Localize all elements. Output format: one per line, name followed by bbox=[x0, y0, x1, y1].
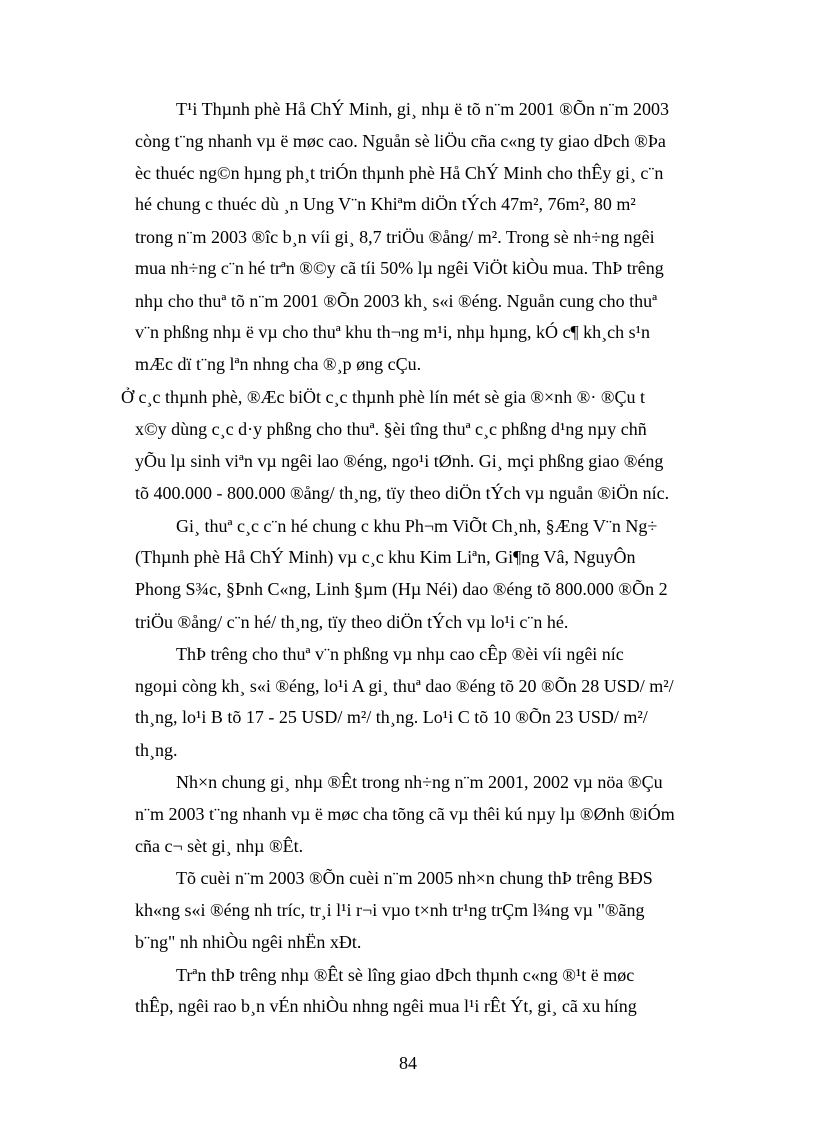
paragraph-line: còng t¨ng nhanh vµ ë møc cao. Nguån sè liÖu cña c«ng ty giao dÞch ®Þa bbox=[135, 131, 666, 151]
paragraph-line: Ở c¸c thµnh phè, ®Æc biÖt c¸c thµnh phè lín mét sè gia ®×nh ®· ®Çu t bbox=[121, 387, 645, 407]
paragraph-line: th¸ng, lo¹i B tõ 17 - 25 USD/ m²/ th¸ng. Lo¹i C tõ 10 ®Õn 23 USD/ m²/ bbox=[135, 707, 648, 727]
paragraph-line: èc thuéc ng©n hµng ph¸t triÓn thµnh phè Hå ChÝ Minh cho thÊy gi¸ c¨n bbox=[135, 163, 664, 183]
paragraph-line: thÊp, ngêi rao b¸n vÉn nhiÒu nhng ngêi mua l¹i rÊt Ýt, gi¸ cã xu híng bbox=[135, 996, 637, 1016]
paragraph-line: mua nh÷ng c¨n hé trªn ®©y cã tíi 50% lµ ngêi ViÖt kiÒu mua. ThÞ trêng bbox=[135, 258, 664, 278]
paragraph-line: trong n¨m 2003 ®îc b¸n víi gi¸ 8,7 triÖu ®ång/ m². Trong sè nh÷ng ngêi bbox=[135, 227, 655, 247]
paragraph-line: Nh×n chung gi¸ nhµ ®Êt trong nh÷ng n¨m 2001, 2002 vµ nöa ®Çu bbox=[176, 772, 663, 792]
paragraph-line: Gi¸ thuª c¸c c¨n hé chung c khu Ph¬m ViÕt Ch¸nh, §Æng V¨n Ng÷ bbox=[176, 516, 658, 536]
paragraph-line: kh«ng s«i ®éng nh tríc, tr¸i l¹i r¬i vµo t×nh tr¹ng trÇm l¾ng vµ "®ãng bbox=[135, 900, 645, 920]
paragraph-line: v¨n phßng nhµ ë vµ cho thuª khu th¬ng m¹i, nhµ hµng, kÓ c¶ kh¸ch s¹n bbox=[135, 322, 651, 342]
paragraph-line: ngoµi còng kh¸ s«i ®éng, lo¹i A gi¸ thuª dao ®éng tõ 20 ®Õn 28 USD/ m²/ bbox=[135, 676, 674, 696]
paragraph-line: ThÞ trêng cho thuª v¨n phßng vµ nhµ cao cÊp ®èi víi ngêi níc bbox=[176, 644, 624, 664]
paragraph-line: triÖu ®ång/ c¨n hé/ th¸ng, tïy theo diÖn tÝch vµ lo¹i c¨n hé. bbox=[135, 612, 569, 632]
paragraph-line: T¹i Thµnh phè Hå ChÝ Minh, gi¸ nhµ ë tõ n¨m 2001 ®Õn n¨m 2003 bbox=[176, 99, 669, 119]
paragraph-line: mÆc dï t¨ng lªn nhng cha ®¸p øng cÇu. bbox=[135, 354, 422, 374]
paragraph-line: b¨ng" nh nhiÒu ngêi nhËn xÐt. bbox=[135, 932, 362, 952]
page-number: 84 bbox=[399, 1053, 417, 1073]
paragraph-line: cña c¬ sèt gi¸ nhµ ®Êt. bbox=[135, 836, 304, 856]
paragraph-line: (Thµnh phè Hå ChÝ Minh) vµ c¸c khu Kim Liªn, Gi¶ng Vâ, NguyÔn bbox=[135, 547, 636, 567]
paragraph-line: th¸ng. bbox=[135, 740, 178, 760]
paragraph-line: hé chung c thuéc dù ¸n Ung V¨n Khiªm diÖn tÝch 47m², 76m², 80 m² bbox=[135, 194, 636, 214]
paragraph-line: nhµ cho thuª tõ n¨m 2001 ®Õn 2003 kh¸ s«i ®éng. Nguån cung cho thuª bbox=[135, 291, 658, 311]
paragraph-line: tõ 400.000 - 800.000 ®ång/ th¸ng, tïy theo diÖn tÝch vµ nguån ®iÖn níc. bbox=[135, 483, 670, 503]
paragraph-line: x©y dùng c¸c d·y phßng cho thuª. §èi tîng thuª c¸c phßng d¹ng nµy chñ bbox=[135, 419, 647, 439]
paragraph-line: Tõ cuèi n¨m 2003 ®Õn cuèi n¨m 2005 nh×n chung thÞ trêng BĐS bbox=[176, 868, 653, 888]
paragraph-line: Phong S¾c, §Þnh C«ng, Linh §µm (Hµ Néi) dao ®éng tõ 800.000 ®Õn 2 bbox=[135, 579, 668, 599]
paragraph-line: Trªn thÞ trêng nhµ ®Êt sè lîng giao dÞch thµnh c«ng ®¹t ë møc bbox=[176, 965, 635, 985]
paragraph-line: yÕu lµ sinh viªn vµ ngêi lao ®éng, ngo¹i tØnh. Gi¸ mçi phßng giao ®éng bbox=[135, 451, 664, 471]
paragraph-line: n¨m 2003 t¨ng nhanh vµ ë møc cha tõng cã vµ thêi kú nµy lµ ®Ønh ®iÓm bbox=[135, 804, 675, 824]
